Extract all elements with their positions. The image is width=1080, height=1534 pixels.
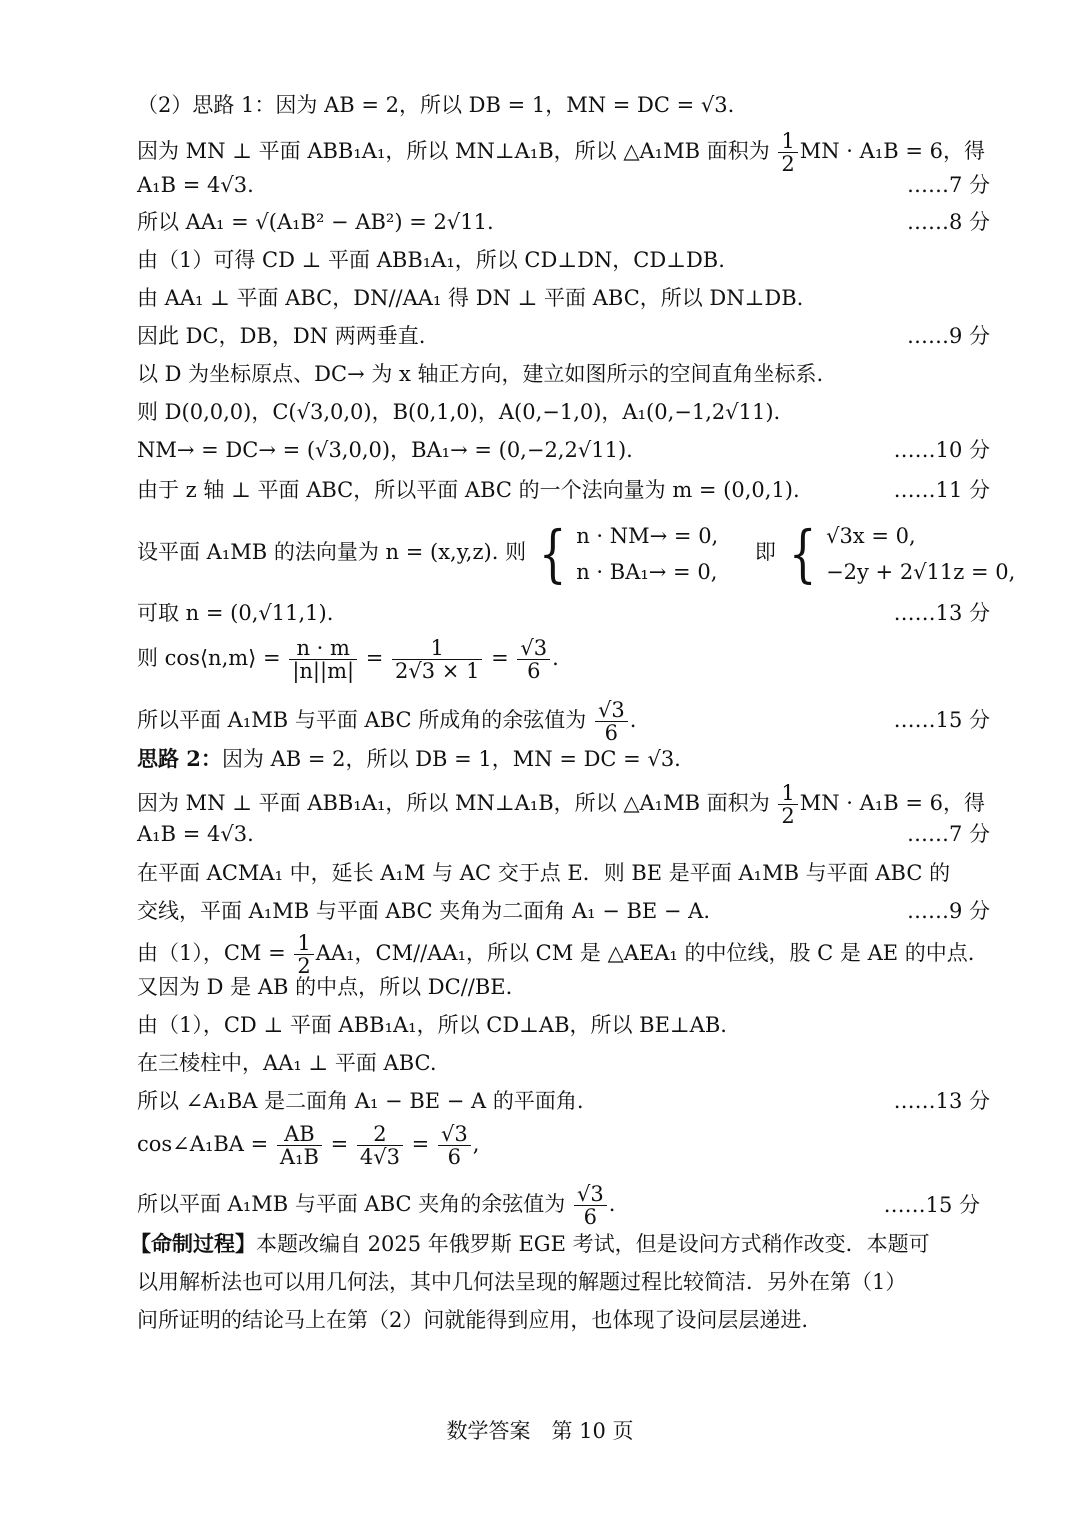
score-8: ……8 分	[906, 210, 990, 234]
score-10: ……10 分	[893, 438, 990, 462]
line-approach1-result: 所以平面 A₁MB 与平面 ABC 所成角的余弦值为 $\frac{√3}{6}$ .	[137, 698, 637, 745]
score-13: ……13 分	[893, 601, 990, 625]
line-plane-angle: 所以 ∠A₁BA 是二面角 A₁ − BE − A 的平面角.	[137, 1089, 584, 1113]
score-7: ……7 分	[906, 173, 990, 197]
line-cd-perp: 由（1）可得 CD ⊥ 平面 ABB₁A₁，所以 CD⊥DN，CD⊥DB.	[137, 248, 725, 272]
score-9-b: ……9 分	[906, 899, 990, 923]
line-composition-note-2: 以用解析法也可以用几何法，其中几何法呈现的解题过程比较简洁．另外在第（1）	[137, 1270, 907, 1294]
line-intersection-line: 交线，平面 A₁MB 与平面 ABC 夹角为二面角 A₁ − BE − A.	[137, 899, 711, 923]
equation-system-1: { n · NM→ = 0, n · BA₁→ = 0,	[538, 516, 719, 590]
page-footer: 数学答案 第 10 页	[446, 1419, 634, 1443]
score-15-b: ……15 分	[883, 1193, 980, 1217]
line-midline: 由（1），CM = $\frac{1}{2}$ AA₁，CM//AA₁，所以 CM 是 △AEA₁ 的中位线，股 C 是 AE 的中点.	[137, 931, 975, 978]
line-choose-n: 可取 n = (0,√11,1).	[137, 601, 334, 625]
line-a1b-value-2: A₁B = 4√3.	[137, 822, 254, 846]
line-mutually-perp: 因此 DC，DB，DN 两两垂直.	[137, 324, 426, 348]
line-prism: 在三棱柱中，AA₁ ⊥ 平面 ABC.	[137, 1051, 437, 1075]
fraction-half: $\frac{1}{2}$	[778, 130, 797, 175]
line-extend-a1m: 在平面 ACMA₁ 中，延长 A₁M 与 AC 交于点 E．则 BE 是平面 A₁MB 与平面 ABC 的	[137, 861, 951, 885]
line-composition-note-1: 【命制过程】本题改编自 2025 年俄罗斯 EGE 考试，但是设问方式稍作改变．本题可	[130, 1231, 930, 1256]
line-a1b-value: A₁B = 4√3.	[137, 173, 254, 197]
line-vectors: NM→ = DC→ = (√3,0,0)，BA₁→ = (0,−2,2√11).	[137, 438, 633, 462]
equation-system-2: { √3x = 0, −2y + 2√11z = 0,	[788, 516, 1016, 590]
line-coordinate-system: 以 D 为坐标原点、DC→ 为 x 轴正方向，建立如图所示的空间直角坐标系.	[137, 362, 824, 386]
score-11: ……11 分	[893, 478, 990, 502]
line-approach2-intro: 思路 2：因为 AB = 2，所以 DB = 1，MN = DC = √3.	[137, 746, 681, 771]
line-area-relation: 因为 MN ⊥ 平面 ABB₁A₁，所以 MN⊥A₁B，所以 △A₁MB 面积为 $\frac{1}{2}$ MN · A₁B = 6，得	[137, 129, 985, 176]
line-composition-note-3: 问所证明的结论马上在第（2）问就能得到应用，也体现了设问层层递进.	[137, 1308, 809, 1332]
line-approach1-intro: （2）思路 1：因为 AB = 2，所以 DB = 1，MN = DC = √3.	[137, 93, 735, 117]
line-normal-m: 由于 z 轴 ⊥ 平面 ABC，所以平面 ABC 的一个法向量为 m = (0,0,1).	[137, 478, 800, 502]
line-normal-n-system: 设平面 A₁MB 的法向量为 n = (x,y,z). 则 { n · NM→ = 0, n · BA₁→ = 0, 即 { √3x = 0, −2y + 2√11z = 0,	[137, 516, 1016, 590]
line-aa1-value: 所以 AA₁ = √(A₁B² − AB²) = 2√11.	[137, 210, 494, 234]
score-7-b: ……7 分	[906, 822, 990, 846]
line-be-perp-ab: 由（1），CD ⊥ 平面 ABB₁A₁，所以 CD⊥AB，所以 BE⊥AB.	[137, 1013, 727, 1037]
line-dn-perp: 由 AA₁ ⊥ 平面 ABC，DN//AA₁ 得 DN ⊥ 平面 ABC，所以 DN⊥DB.	[137, 286, 804, 310]
line-approach2-result: 所以平面 A₁MB 与平面 ABC 夹角的余弦值为 $\frac{√3}{6}$ .	[137, 1182, 616, 1229]
line-point-coords: 则 D(0,0,0)，C(√3,0,0)，B(0,1,0)，A(0,−1,0)，A₁(0,−1,2√11).	[137, 400, 781, 424]
score-13-b: ……13 分	[893, 1089, 990, 1113]
line-cosine-calc: 则 cos⟨n,m⟩ = $\frac{n \cdot m}{|n||m|}$ = $\frac{1}{2√3 \times 1}$ = $\frac{√3}{6}$ .	[137, 636, 559, 683]
score-15: ……15 分	[893, 708, 990, 732]
line-area-relation-2: 因为 MN ⊥ 平面 ABB₁A₁，所以 MN⊥A₁B，所以 △A₁MB 面积为 $\frac{1}{2}$ MN · A₁B = 6，得	[137, 781, 985, 828]
line-dc-parallel-be: 又因为 D 是 AB 的中点，所以 DC//BE.	[137, 975, 513, 999]
score-9: ……9 分	[906, 324, 990, 348]
line-cosine-calc-2: cos∠A₁BA = $\frac{AB}{\text{A₁B}}$ = $\frac{2}{4√3}$ = $\frac{√3}{6}$ ,	[137, 1122, 480, 1169]
